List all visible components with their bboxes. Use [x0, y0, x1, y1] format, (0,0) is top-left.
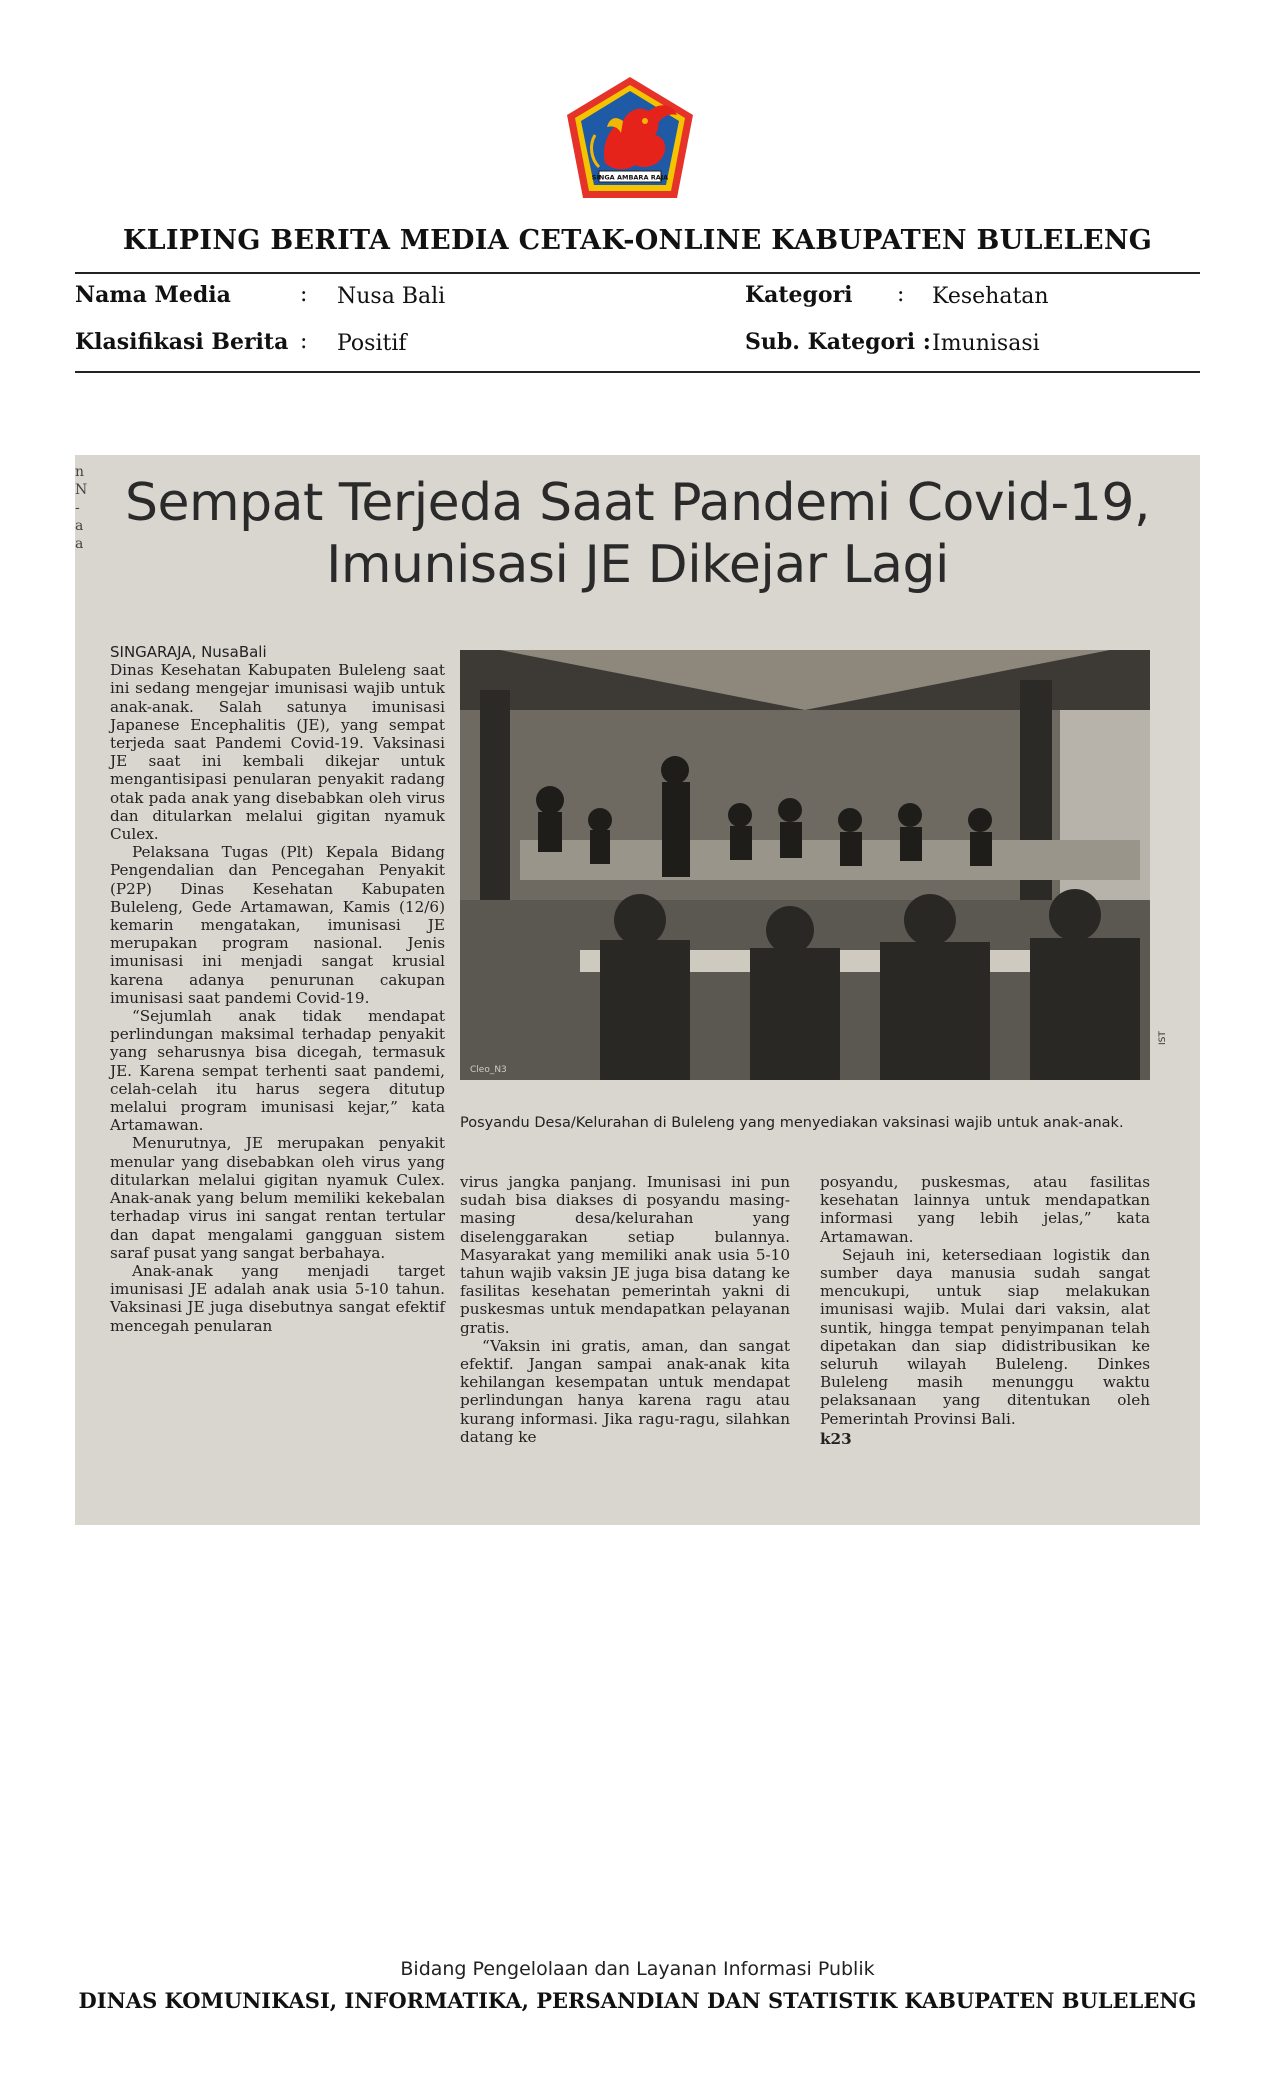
headline-line1: Sempat Terjeda Saat Pandemi Covid-19, — [124, 473, 1151, 533]
signoff — [820, 1430, 1150, 1448]
paragraph: Anak-anak yang menjadi target imunisasi JE adalah anak usia 5-10 tahun. Vaksinasi JE juga disebutnya sangat efektif mencegah penularan — [110, 1261, 445, 1335]
nama-media-colon: : — [300, 282, 308, 307]
kategori-label: Kategori — [745, 282, 853, 308]
dateline: SINGARAJA, NusaBali — [110, 643, 267, 661]
paragraph: “Vaksin ini gratis, aman, dan sangat efektif. Jangan sampai anak-anak kita kehilangan kesempatan untuk mendapat perlindungan hanya karena ragu atau kurang informasi. Jika ragu-ragu, silahkan datang ke — [460, 1336, 790, 1446]
logo-motto: SINGA AMBARA RAJA — [591, 173, 669, 182]
paragraph: Sejauh ini, ketersediaan logistik dan sumber daya manusia sudah sangat mencukupi, untuk siap melakukan imunisasi wajib. Mulai dari vaksin, alat suntik, hingga tempat penyimpanan telah dipetakan dan siap didistribusikan ke seluruh wilayah Buleleng. Dinkes Buleleng masih menunggu waktu pelaksanaan yang ditentukan oleh Pemerintah Provinsi Bali. — [820, 1245, 1150, 1428]
kategori-value: Kesehatan — [932, 284, 1049, 309]
signoff-code: k23 — [820, 1429, 852, 1448]
nama-media-value: Nusa Bali — [337, 284, 446, 309]
news-clipping — [75, 455, 1200, 1525]
photo-credit: IST — [1158, 1031, 1168, 1045]
posyandu-photo — [460, 650, 1150, 1080]
footer-agency: DINAS KOMUNIKASI, INFORMATIKA, PERSANDIAN DAN STATISTIK KABUPATEN BULELENG — [78, 1988, 1197, 2013]
article-column-3 — [820, 1173, 1150, 1448]
klasifikasi-value: Positif — [337, 331, 407, 356]
photo-watermark: Cleo_N3 — [470, 1065, 507, 1075]
paragraph: Dinas Kesehatan Kabupaten Buleleng saat ini sedang mengejar imunisasi wajib untuk anak-anak. Salah satunya imunisasi Japanese Encephalitis (JE), yang sempat terjeda saat Pandemi Covid-19. Vaksinasi JE saat ini kembali dikejar untuk mengantisipasi penularan penyakit radang otak pada anak yang disebabkan oleh virus dan ditularkan melalui gigitan nyamuk Culex. — [110, 661, 445, 844]
photo-caption: Posyandu Desa/Kelurahan di Buleleng yang menyediakan vaksinasi wajib untuk anak-anak. — [460, 1115, 1124, 1131]
sub-kategori-label: Sub. Kategori : — [745, 329, 931, 355]
adjacent-column-fragment: n N - a a — [75, 464, 88, 552]
paragraph: “Sejumlah anak tidak mendapat perlindungan maksimal terhadap penyakit yang seharusnya bisa dicegah, termasuk JE. Karena sempat terhenti saat pandemi, celah-celah itu harus segera ditutup melalui program imunisasi kejar,” kata Artamawan. — [110, 1007, 445, 1135]
klasifikasi-colon: : — [300, 329, 308, 354]
article-column-2 — [460, 1173, 790, 1446]
klasifikasi-label: Klasifikasi Berita — [75, 329, 289, 355]
header-top-rule — [75, 272, 1200, 274]
sub-kategori-value: Imunisasi — [932, 331, 1040, 356]
paragraph: posyandu, puskesmas, atau fasilitas kesehatan lainnya untuk mendapatkan informasi yang lebih jelas,” kata Artamawan. — [820, 1173, 1150, 1246]
page-title: KLIPING BERITA MEDIA CETAK-ONLINE KABUPATEN BULELENG — [122, 225, 1153, 256]
paragraph: virus jangka panjang. Imunisasi ini pun sudah bisa diakses di posyandu masing-masing desa/kelurahan yang diselenggarakan setiap bulannya. Masyarakat yang memiliki anak usia 5-10 tahun wajib vaksin JE juga bisa datang ke fasilitas kesehatan pemerintah yakni di puskesmas untuk mendapatkan pelayanan gratis. — [460, 1173, 790, 1337]
paragraph: Menurutnya, JE merupakan penyakit menular yang disebabkan oleh virus yang ditularkan melalui gigitan nyamuk Culex. Anak-anak yang belum memiliki kekebalan terhadap virus ini sangat rentan tertular dan dapat mengalami gangguan sistem saraf pusat yang sangat berbahaya. — [110, 1134, 445, 1262]
article-column-1 — [110, 643, 445, 1335]
kategori-colon: : — [897, 282, 905, 307]
footer-division: Bidang Pengelolaan dan Layanan Informasi Publik — [400, 1958, 875, 1980]
header-bottom-rule — [75, 371, 1200, 373]
singa-ambara-raja-emblem-icon — [565, 75, 695, 200]
nama-media-label: Nama Media — [75, 282, 231, 308]
paragraph: Pelaksana Tugas (Plt) Kepala Bidang Pengendalian dan Pencegahan Penyakit (P2P) Dinas Kesehatan Kabupaten Buleleng, Gede Artamawan, Kamis (12/6) kemarin mengatakan, imunisasi JE merupakan program nasional. Jenis imunisasi ini menjadi sangat krusial karena adanya penurunan cakupan imunisasi saat pandemi Covid-19. — [110, 843, 445, 1007]
headline-line2: Imunisasi JE Dikejar Lagi — [326, 535, 949, 595]
